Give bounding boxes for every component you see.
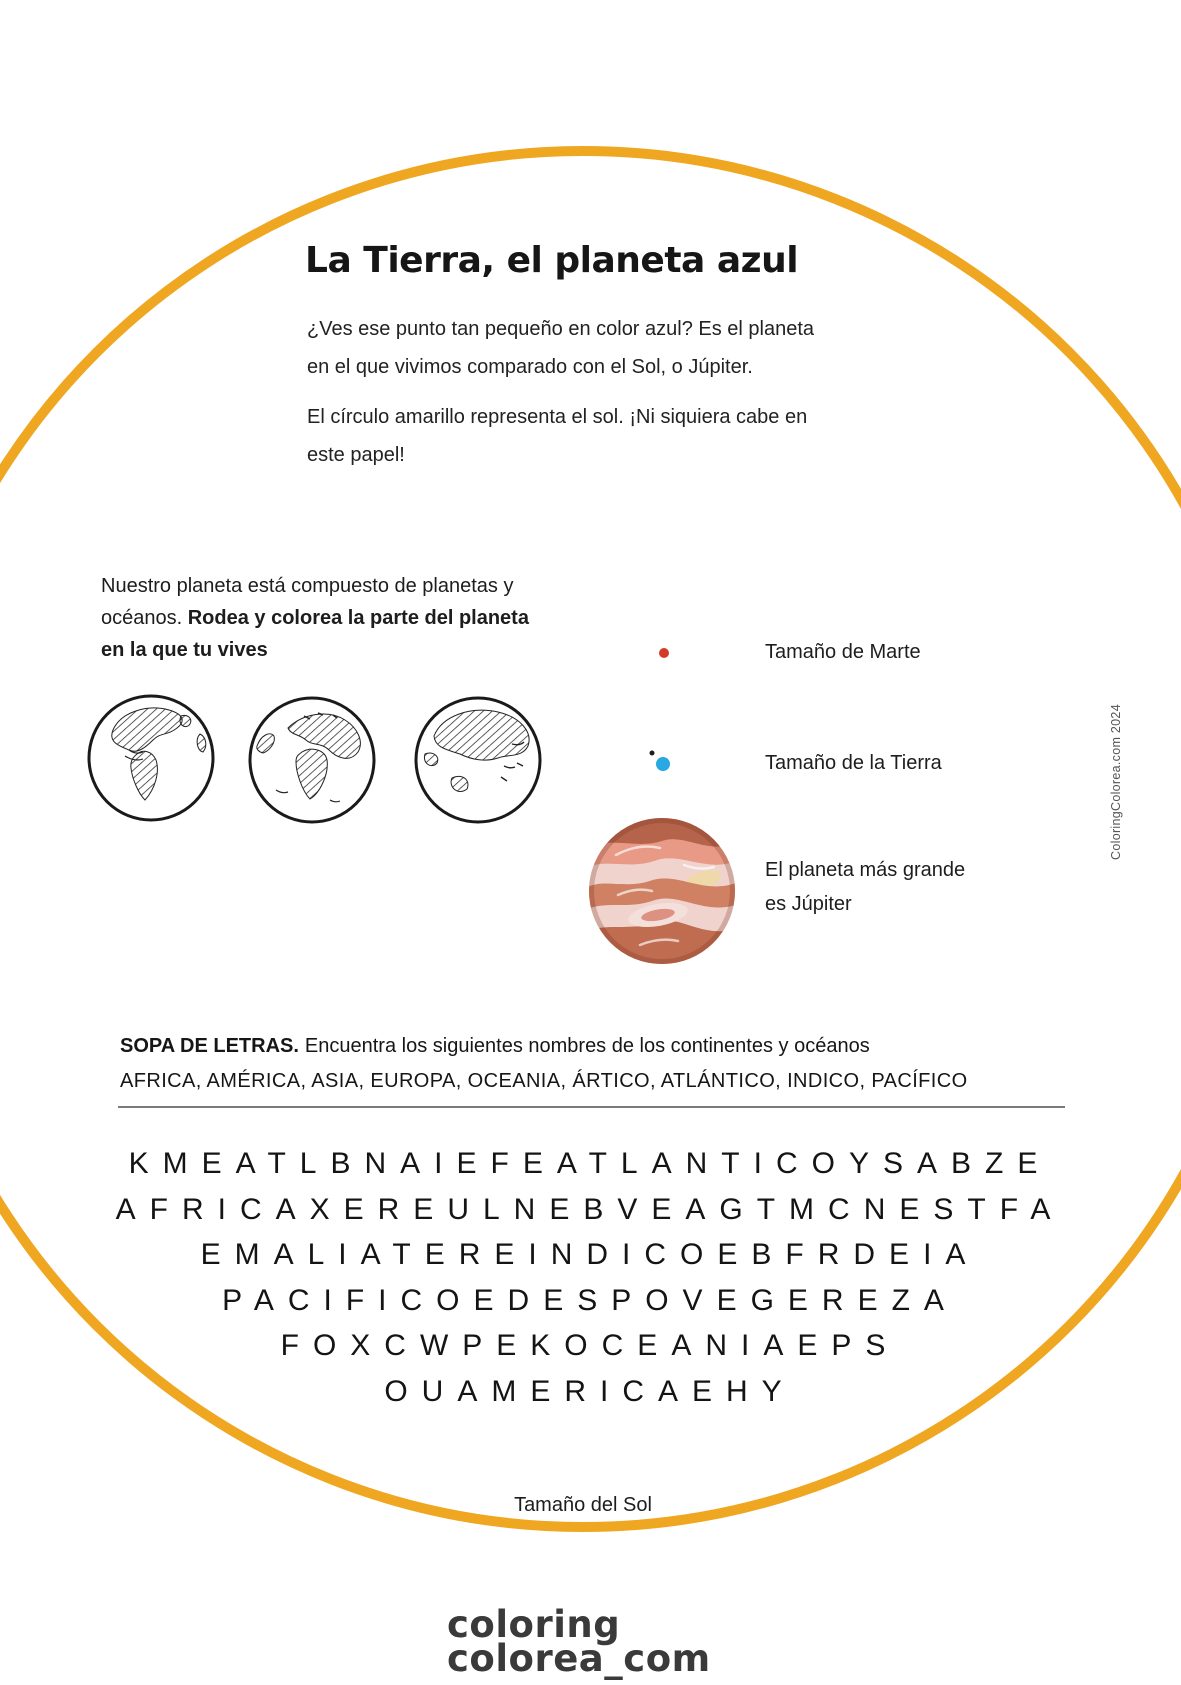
earth-sketch-americas[interactable] [85, 692, 217, 824]
watermark-vertical: ColoringColorea.com 2024 [1109, 704, 1123, 860]
jupiter-illustration [588, 817, 736, 965]
earth-dot [654, 755, 672, 773]
site-logo [447, 1603, 711, 1680]
site-logo-line-2: colorea_com [447, 1637, 711, 1680]
mars-dot [654, 643, 674, 663]
mars-size-label: Tamaño de Marte [765, 641, 921, 663]
activity-text-normal: océanos. [101, 607, 188, 629]
mars-dot-circle [659, 648, 669, 658]
intro-paragraph-2 [307, 398, 807, 474]
text-line: en el que vivimos comparado con el Sol, o Júpiter. [307, 356, 753, 378]
wordsearch-row[interactable]: PACIFICOEDESPOVEGEREZA [222, 1283, 958, 1317]
site-logo-line-1: coloring [447, 1603, 621, 1646]
text-line: ¿Ves ese punto tan pequeño en color azul? Es el planeta [307, 318, 815, 340]
wordsearch-row[interactable]: AFRICAXEREULNEBVEAGTMCNESTFA [115, 1192, 1065, 1226]
wordsearch-heading-rest: Encuentra los siguientes nombres de los continentes y océanos [304, 1035, 870, 1057]
text-line: en la que tu vives [101, 639, 268, 661]
activity-text-bold: Rodea y colorea la parte del planeta [187, 607, 529, 629]
jupiter-label [765, 853, 965, 921]
wordsearch-grid[interactable] [5, 1141, 1175, 1414]
wordsearch-row[interactable]: KMEATLBNAIEFEATLANTICOYSABZE [128, 1147, 1052, 1180]
earth-sketch-asia[interactable] [412, 694, 544, 826]
sun-size-label: Tamaño del Sol [514, 1494, 652, 1516]
text-line: El círculo amarillo representa el sol. ¡Ni siquiera cabe en [307, 406, 808, 428]
intro-paragraph-1 [307, 310, 814, 386]
wordsearch-row[interactable]: OUAMERICAEHY [384, 1374, 796, 1408]
text-line: es Júpiter [765, 893, 852, 915]
wordsearch-heading [120, 1035, 870, 1058]
earth-dot-circle [656, 757, 670, 771]
page-title: La Tierra, el planeta azul [305, 240, 799, 281]
text-line [101, 602, 529, 634]
wordsearch-row[interactable]: FOXCWPEKOCEANIAEPS [280, 1329, 900, 1362]
divider-line [118, 1106, 1065, 1108]
activity-instructions [101, 570, 529, 666]
text-line: El planeta más grande [765, 859, 966, 881]
wordsearch-word-list: AFRICA, AMÉRICA, ASIA, EUROPA, OCEANIA, ÁRTICO, ATLÁNTICO, INDICO, PACÍFICO [120, 1070, 968, 1092]
text-line: este papel! [307, 444, 405, 466]
earth-size-label: Tamaño de la Tierra [765, 752, 942, 774]
wordsearch-heading-bold: SOPA DE LETRAS. [120, 1035, 299, 1057]
wordsearch-row[interactable]: EMALIATEREINDICOEBFRDEIA [200, 1238, 980, 1271]
earth-sketch-europe-africa[interactable] [246, 694, 378, 826]
activity-text-normal: Nuestro planeta está compuesto de planetas y [101, 575, 514, 597]
text-line [101, 570, 529, 602]
